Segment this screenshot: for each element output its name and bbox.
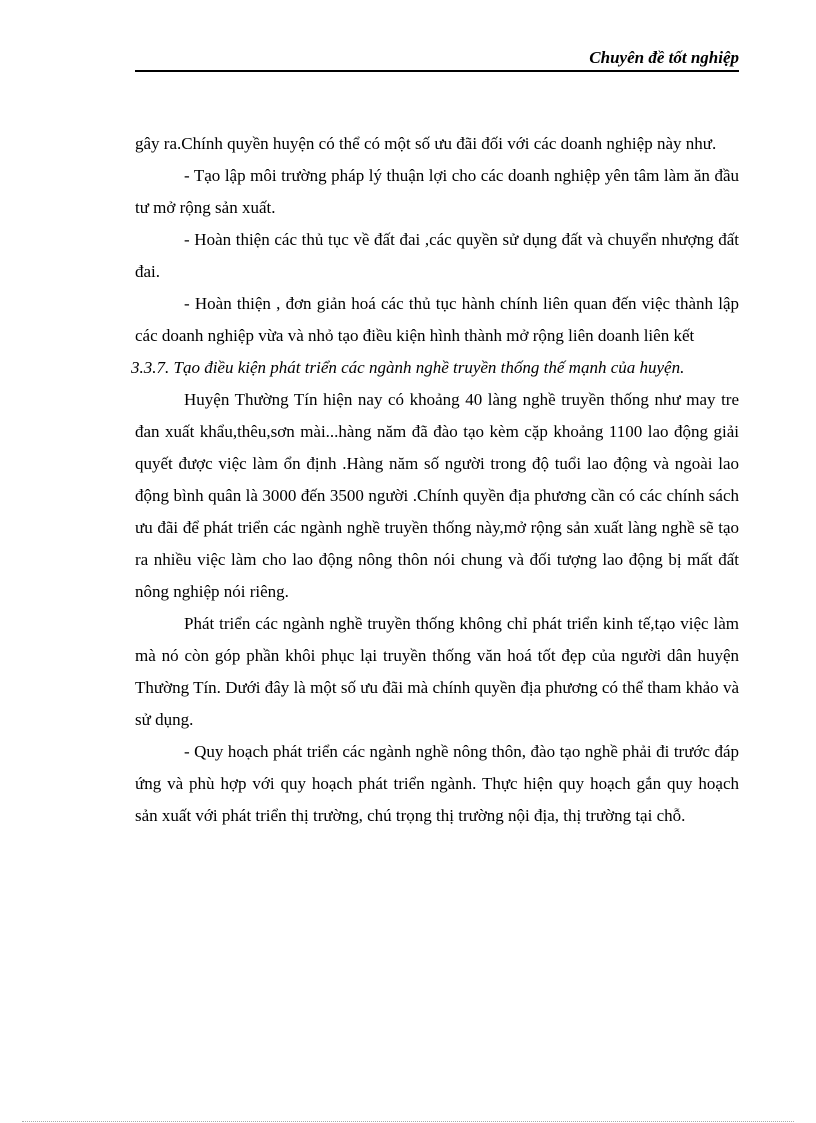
bullet-land-procedures: - Hoàn thiện các thủ tục về đất đai ,các quyền sử dụng đất và chuyển nhượng đất đai. [135, 230, 739, 281]
bullet-planning: - Quy hoạch phát triển các ngành nghề nông thôn, đào tạo nghề phải đi trước đáp ứng và phù hợp với quy hoạch phát triển ngành. Thực hiện quy hoạch gắn quy hoạch sản xuất với phát triển thị trường, chú trọng thị trường nội địa, thị trường tại chỗ. [135, 742, 739, 825]
paragraph-traditional-crafts: Phát triển các ngành nghề truyền thống không chỉ phát triển kinh tế,tạo việc làm mà nó còn góp phần khôi phục lại truyền thống văn hoá tốt đẹp của người dân huyện Thường Tín. Dưới đây là một số ưu đãi mà chính quyền địa phương có thể tham khảo và sử dụng. [135, 614, 739, 729]
section-heading-3-3-7: 3.3.7. Tạo điều kiện phát triển các ngành nghề truyền thống thế mạnh của huyện. [131, 358, 685, 377]
paragraph-intro: gây ra.Chính quyền huyện có thể có một số ưu đãi đối với các doanh nghiệp này như. [135, 134, 717, 153]
header-rule [135, 70, 739, 72]
page-bottom-border [22, 1121, 794, 1122]
bullet-administrative-procedures: - Hoàn thiện , đơn giản hoá các thủ tục hành chính liên quan đến việc thành lập các doanh nghiệp vừa và nhỏ tạo điều kiện hình thành mở rộng liên doanh liên kết [135, 294, 739, 345]
page-header-title: Chuyên đề tốt nghiệp [589, 48, 739, 67]
paragraph-craft-villages: Huyện Thường Tín hiện nay có khoảng 40 làng nghề truyền thống như may tre đan xuất khẩu,thêu,sơn mài...hàng năm đã đào tạo kèm cặp khoảng 1100 lao động giải quyết được việc làm ổn định .Hàng năm số người trong độ tuổi lao động và ngoài lao động bình quân là 3000 đến 3500 người .Chính quyền địa phương cần có các chính sách ưu đãi để phát triển các ngành nghề truyền thống này,mở rộng sản xuất làng nghề sẽ tạo ra nhiều việc làm cho lao động nông thôn nói chung và đối tượng lao động bị mất đất nông nghiệp nói riêng. [135, 390, 739, 601]
document-body [131, 128, 739, 832]
bullet-legal-environment: - Tạo lập môi trường pháp lý thuận lợi cho các doanh nghiệp yên tâm làm ăn đầu tư mở rộng sản xuất. [135, 166, 739, 217]
